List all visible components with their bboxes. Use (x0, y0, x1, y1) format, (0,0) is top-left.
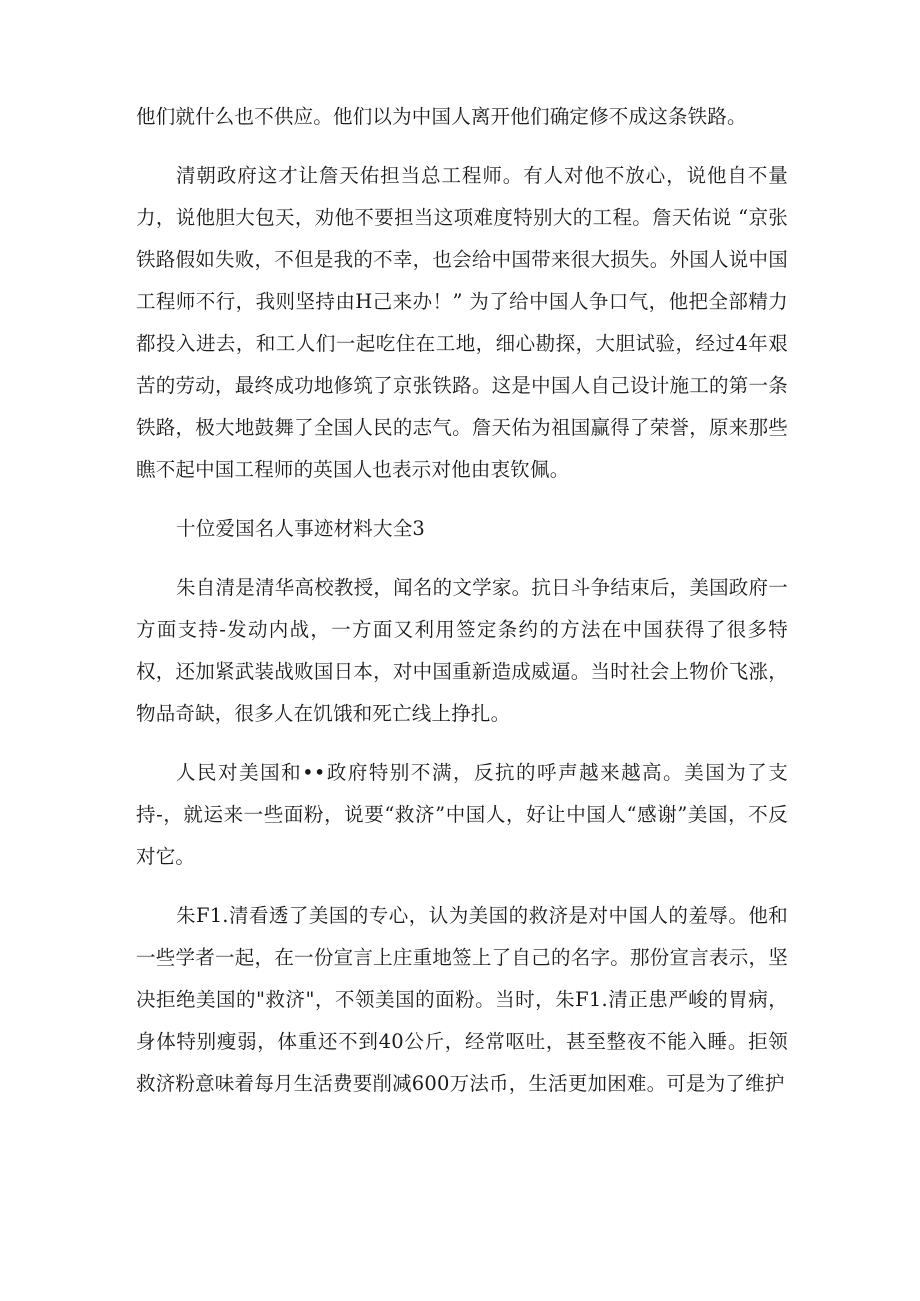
paragraph-5: 朱F1.清看透了美国的专心，认为美国的救济是对中国人的羞辱。他和一些学者一起，在一份宣言上庄重地签上了自己的名字。那份宣言表示，坚决拒绝美国的"救济"，不领美国的面粉。当时，朱F1.清正患严峻的胃病，身体特别瘦弱，体重还不到40公斤，经常呕吐，甚至整夜不能入睡。拒领救济粉意味着每月生活费要削减600万法币，生活更加困难。可是为了维护 (136, 904, 788, 1095)
paragraph-4: 人民对美国和••政府特别不满，反抗的呼声越来越高。美国为了支持-，就运来一些面粉，说要“救济”中国人，好让中国人“感谢”美国，不反对它。 (136, 761, 788, 868)
paragraph-gap (136, 550, 788, 567)
paragraph-gap (136, 735, 788, 752)
document-body (136, 96, 788, 1105)
paragraph-gap (136, 491, 788, 508)
paragraph-3: 朱自清是清华高校教授，闻名的文学家。抗日斗争结束后，美国政府一方面支持-发动内战，一方面又利用签定条约的方法在中国获得了很多特权，还加紧武装战败国日本，对中国重新造成威逼。当时社会上物价飞涨，物品奇缺，很多人在饥饿和死亡线上挣扎。 (136, 576, 788, 725)
paragraph-gap (136, 878, 788, 895)
paragraph-2: 清朝政府这才让詹天佑担当总工程师。有人对他不放心，说他自不量力，说他胆大包天，劝他不要担当这项难度特别大的工程。詹天佑说 “京张铁路假如失败，不但是我的不幸，也会给中国带来很大损失。外国人说中国工程师不行，我则坚持由H己来办！” 为了给中国人争口气，他把全部精力都投入进去，和工人们一起吃住在工地，细心勘探，大胆试验，经过4年艰苦的劳动，最终成功地修筑了京张铁路。这是中国人自己设计施工的第一条铁路，极大地鼓舞了全国人民的志气。詹天佑为祖国赢得了荣誉，原来那些瞧不起中国工程师的英国人也表示对他由衷钦佩。 (136, 164, 788, 481)
section-heading: 十位爱国名人事迹材料大全3 (176, 517, 426, 540)
paragraph-gap (136, 138, 788, 155)
paragraph-1: 他们就什么也不供应。他们以为中国人离开他们确定修不成这条铁路。 (136, 105, 747, 128)
